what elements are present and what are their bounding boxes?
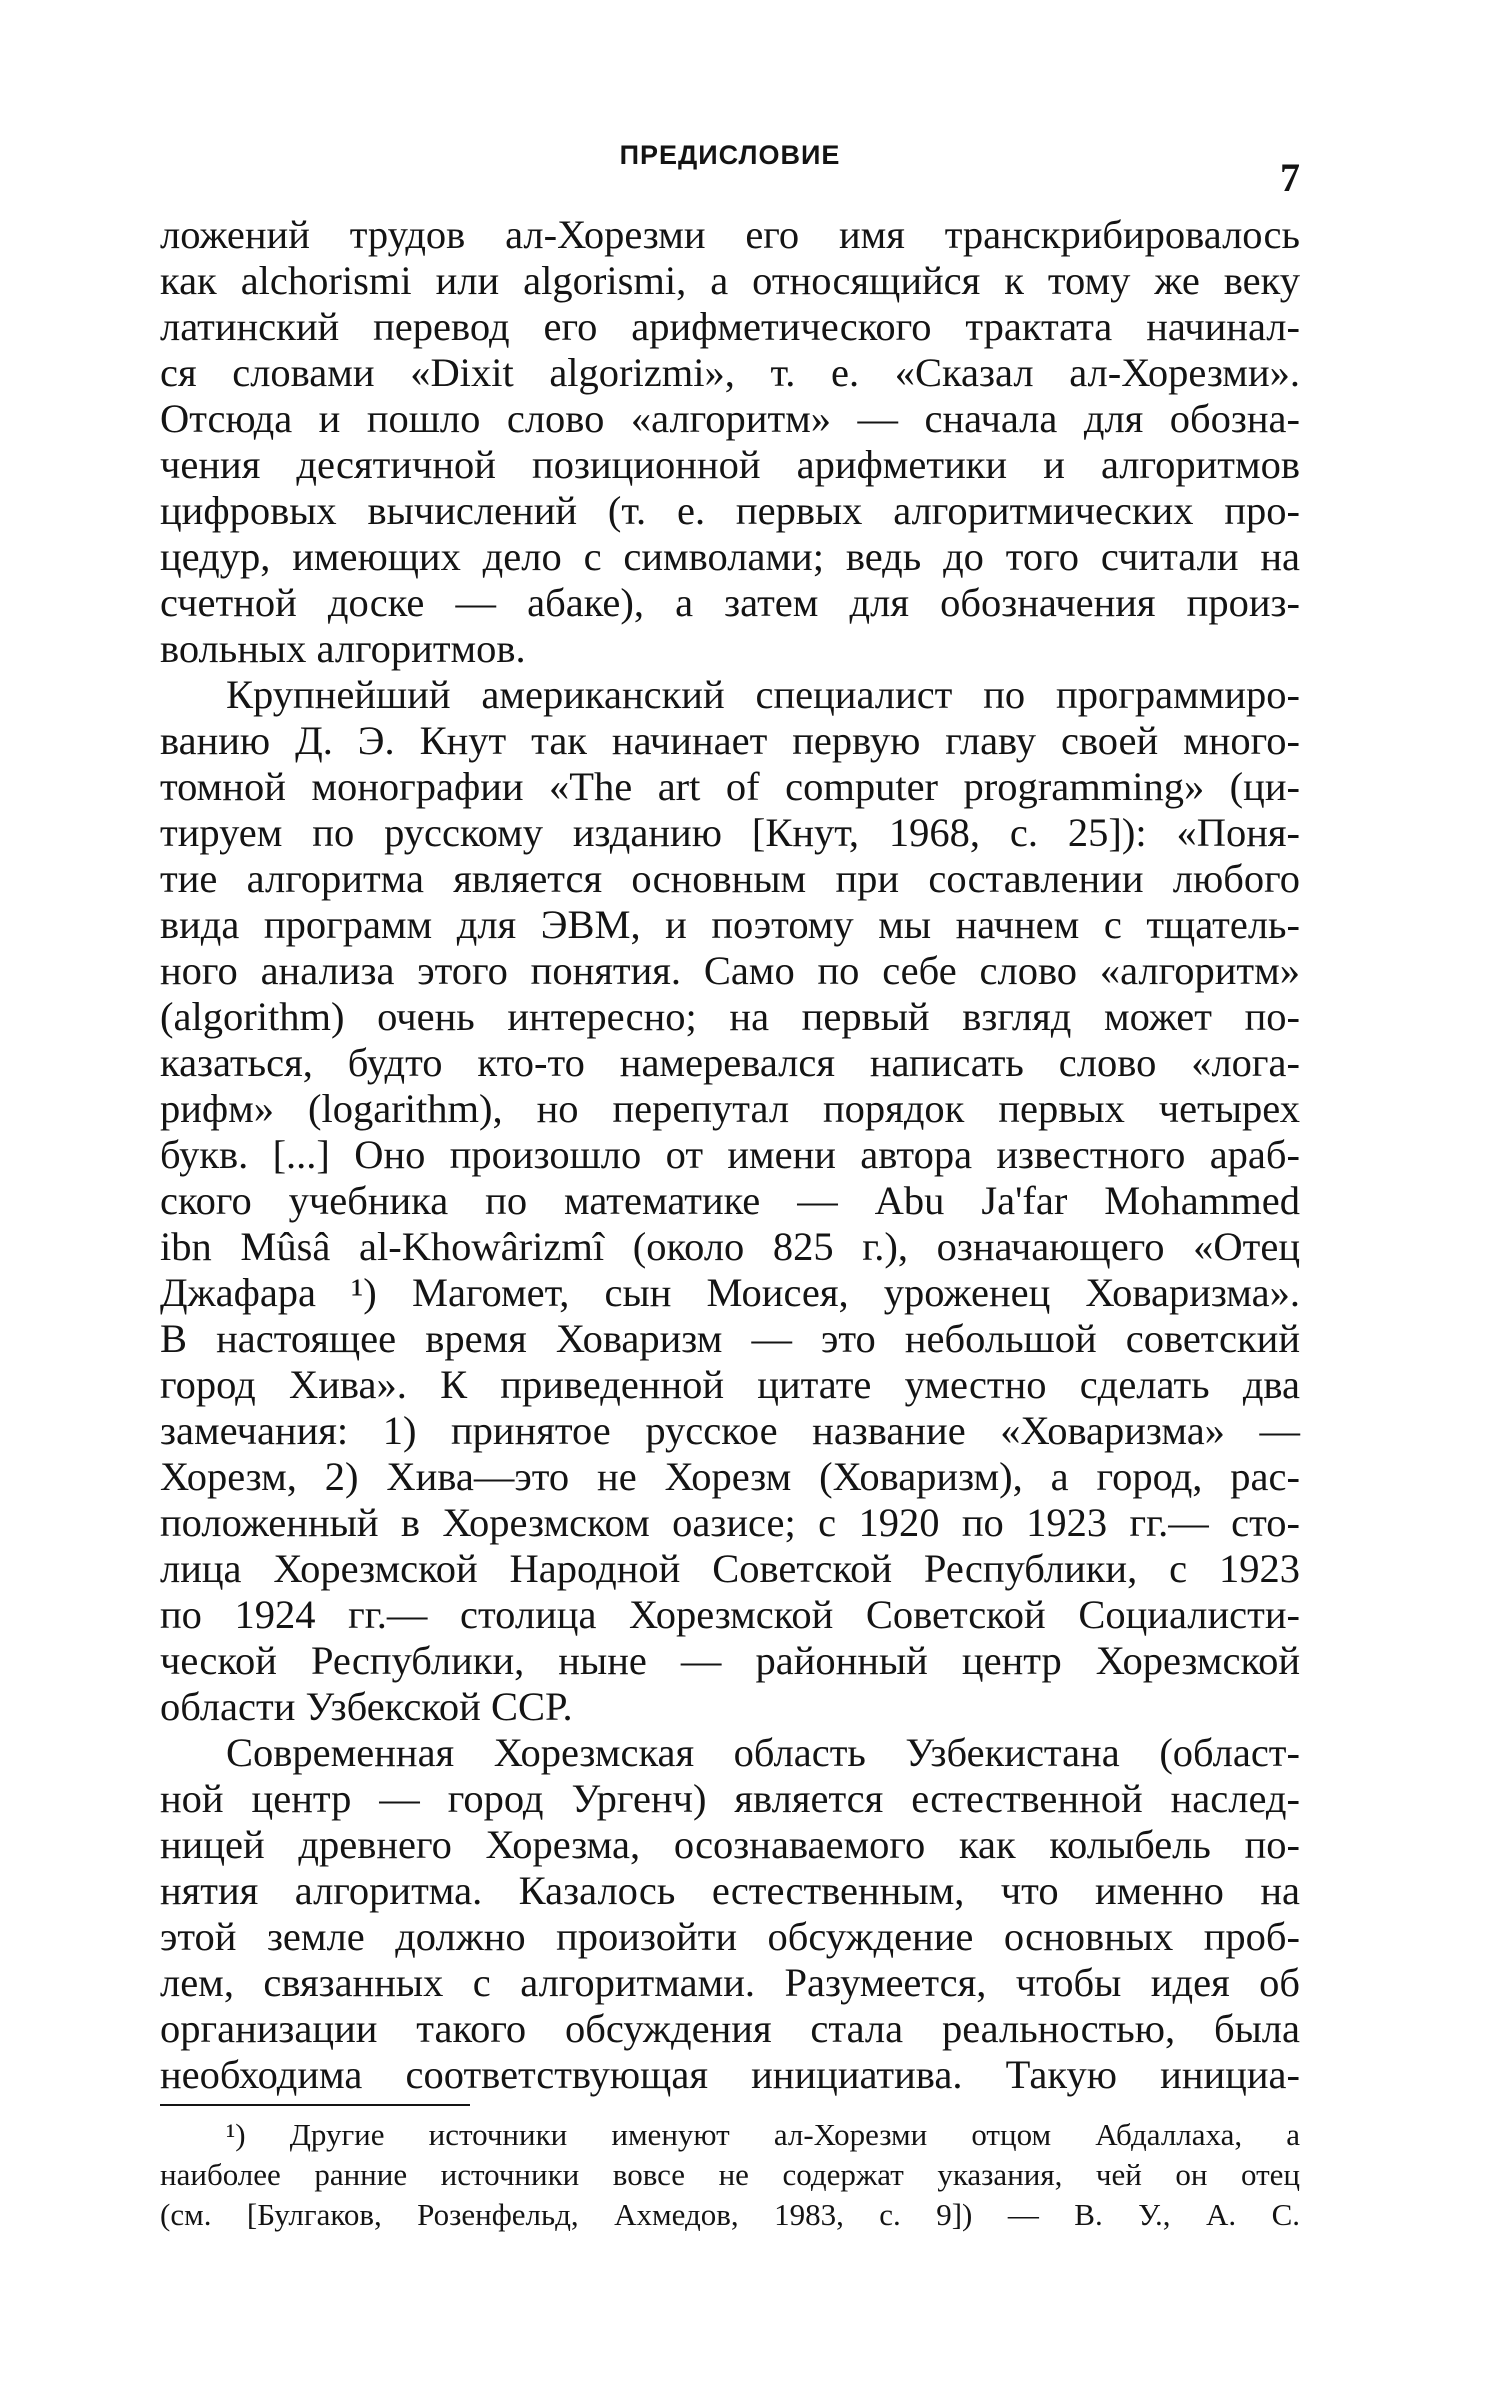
footnote-line: ¹) Другие источники именуют ал-Хорезми отцом Абдаллаха, а <box>226 2117 1300 2152</box>
text-line: ibn Mûsâ al-Khowârizmî (около 825 г.), означающего «Отец <box>160 1224 1300 1269</box>
text-line: ся словами «Dixit algorizmi», т. е. «Сказал ал-Хорезми». <box>160 350 1300 395</box>
text-line: положенный в Хорезмском оазисе; с 1920 по 1923 гг.— сто- <box>160 1500 1300 1545</box>
text-line: латинский перевод его арифметического трактата начинал- <box>160 304 1300 349</box>
text-line: Современная Хорезмская область Узбекистана (област- <box>226 1730 1300 1775</box>
text-line: вольных алгоритмов. <box>160 626 526 671</box>
text-line: томной монографии «The art of computer programming» (ци- <box>160 764 1300 809</box>
text-line: ной центр — город Ургенч) является естественной наслед- <box>160 1776 1300 1821</box>
text-line: как alchorismi или algorismi, а относящийся к тому же веку <box>160 258 1300 303</box>
text-line: этой земле должно произойти обсуждение основных проб- <box>160 1914 1300 1959</box>
text-line: нятия алгоритма. Казалось естественным, что именно на <box>160 1868 1300 1913</box>
text-line: организации такого обсуждения стала реальностью, была <box>160 2006 1300 2051</box>
text-line: лица Хорезмской Народной Советской Республики, с 1923 <box>160 1546 1300 1591</box>
text-line: ванию Д. Э. Кнут так начинает первую главу своей много- <box>160 718 1300 763</box>
page-header <box>160 140 1300 200</box>
page-number: 7 <box>1280 155 1300 200</box>
text-line: тие алгоритма является основным при составлении любого <box>160 856 1300 901</box>
text-line: (algorithm) очень интересно; на первый взгляд может по- <box>160 994 1300 1039</box>
text-line: области Узбекской ССР. <box>160 1684 573 1729</box>
text-line: счетной доске — абаке), а затем для обозначения произ- <box>160 580 1300 625</box>
text-line: лем, связанных с алгоритмами. Разумеется, чтобы идея об <box>160 1960 1300 2005</box>
text-line: город Хива». К приведенной цитате уместно сделать два <box>160 1362 1300 1407</box>
text-line: ложений трудов ал-Хорезми его имя транскрибировалось <box>160 212 1300 257</box>
text-line: необходима соответствующая инициатива. Такую инициа- <box>160 2052 1300 2097</box>
footnote-line: (см. [Булгаков, Розенфельд, Ахмедов, 1983, с. 9]) — В. У., А. С. <box>160 2197 1300 2232</box>
text-line: казаться, будто кто-то намеревался написать слово «лога- <box>160 1040 1300 1085</box>
text-line: букв. [...] Оно произошло от имени автора известного араб- <box>160 1132 1300 1177</box>
text-line: чения десятичной позиционной арифметики и алгоритмов <box>160 442 1300 487</box>
text-line: ческой Республики, ныне — районный центр Хорезмской <box>160 1638 1300 1683</box>
text-line: рифм» (logarithm), но перепутал порядок первых четырех <box>160 1086 1300 1131</box>
running-head: ПРЕДИСЛОВИЕ <box>619 140 841 170</box>
text-line: по 1924 гг.— столица Хорезмской Советской Социалисти- <box>160 1592 1300 1637</box>
text-line: цифровых вычислений (т. е. первых алгоритмических про- <box>160 488 1300 533</box>
text-line: вида программ для ЭВМ, и поэтому мы начнем с тщатель- <box>160 902 1300 947</box>
text-line: Хорезм, 2) Хива—это не Хорезм (Ховаризм), а город, рас- <box>160 1454 1300 1499</box>
text-line: Крупнейший американский специалист по программиро- <box>226 672 1300 717</box>
footnote-line: наиболее ранние источники вовсе не содержат указания, чей он отец <box>160 2157 1300 2192</box>
text-line: Отсюда и пошло слово «алгоритм» — сначала для обозна- <box>160 396 1300 441</box>
text-line: тируем по русскому изданию [Кнут, 1968, с. 25]): «Поня- <box>160 810 1300 855</box>
text-line: ного анализа этого понятия. Само по себе слово «алгоритм» <box>160 948 1300 993</box>
text-line: ского учебника по математике — Abu Ja'far Mohammed <box>160 1178 1300 1223</box>
text-line: замечания: 1) принятое русское название «Ховаризма» — <box>160 1408 1300 1453</box>
text-line: ницей древнего Хорезма, осознаваемого как колыбель по- <box>160 1822 1300 1867</box>
text-line: Джафара ¹) Магомет, сын Моисея, уроженец Ховаризма». <box>160 1270 1300 1315</box>
footnote-rule <box>160 2104 470 2106</box>
text-line: В настоящее время Ховаризм — это небольшой советский <box>160 1316 1300 1361</box>
text-line: цедур, имеющих дело с символами; ведь до того считали на <box>160 534 1300 579</box>
